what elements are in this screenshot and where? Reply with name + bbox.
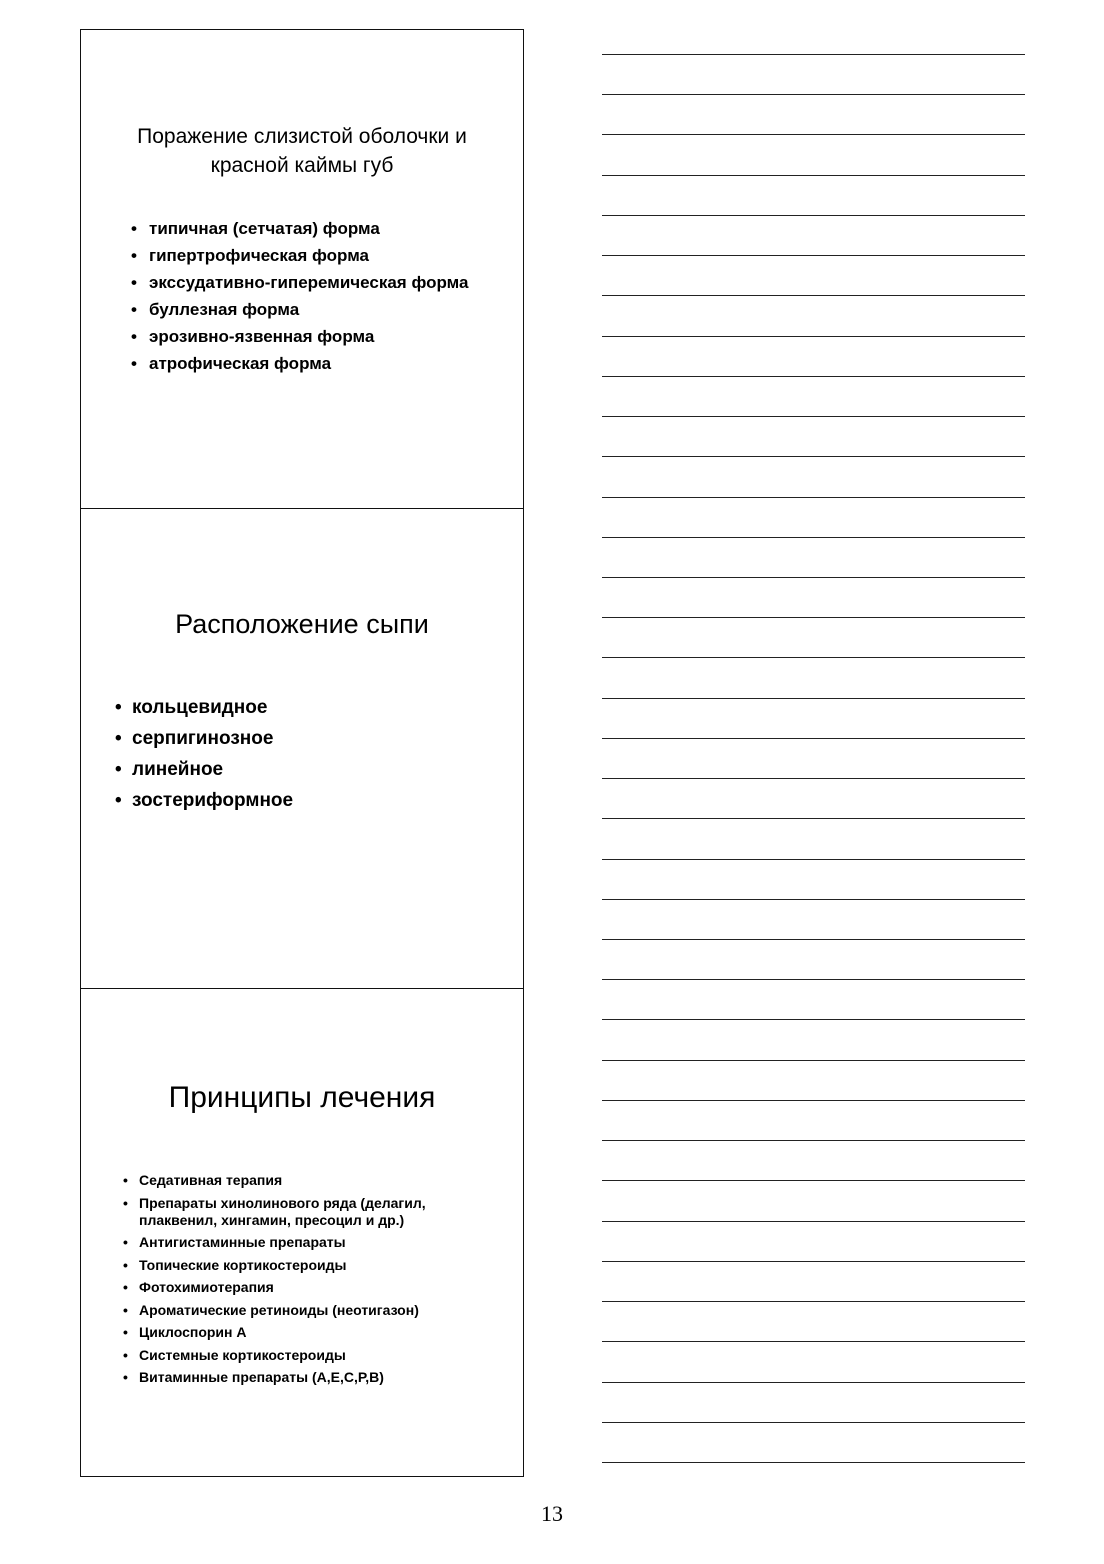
note-line (602, 1261, 1025, 1262)
note-line (602, 54, 1025, 55)
note-line (602, 295, 1025, 296)
note-line (602, 1382, 1025, 1383)
note-line (602, 1301, 1025, 1302)
note-line (602, 1221, 1025, 1222)
list-item: • кольцевидное (115, 695, 495, 720)
slide-2-list (115, 695, 495, 819)
note-line (602, 94, 1025, 95)
list-item: • Препараты хинолинового ряда (делагил, плаквенил, хингамин, пресоцил и др.) (123, 1195, 503, 1229)
slide-1-title: Поражение слизистой оболочки и красной каймы губ (137, 125, 467, 177)
list-item: • Антигистаминные препараты (123, 1234, 503, 1251)
list-item: • гипертрофическая форма (131, 245, 471, 267)
list-item: • Топические кортикостероиды (123, 1257, 503, 1274)
list-item: • Фотохимиотерапия (123, 1279, 503, 1296)
note-line (602, 818, 1025, 819)
note-line (602, 657, 1025, 658)
note-line (602, 1140, 1025, 1141)
note-line (602, 255, 1025, 256)
note-line (602, 979, 1025, 980)
note-line (602, 1341, 1025, 1342)
note-line (602, 175, 1025, 176)
note-line (602, 939, 1025, 940)
list-item: • Седативная терапия (123, 1172, 503, 1189)
slide-1 (81, 30, 523, 509)
note-line (602, 1462, 1025, 1463)
list-item: • зостериформное (115, 788, 495, 813)
list-item: • Циклоспорин А (123, 1324, 503, 1341)
note-line (602, 416, 1025, 417)
slide-3-list (123, 1172, 503, 1392)
note-line (602, 456, 1025, 457)
note-line (602, 1422, 1025, 1423)
note-line (602, 497, 1025, 498)
slide-2 (81, 509, 523, 989)
slide-2-title: Расположение сыпи (175, 609, 429, 639)
note-line (602, 617, 1025, 618)
note-line (602, 537, 1025, 538)
list-item: • Витаминные препараты (А,Е,С,Р,В) (123, 1369, 503, 1386)
notes-area (602, 0, 1025, 1564)
list-item: • эрозивно-язвенная форма (131, 326, 471, 348)
note-line (602, 1060, 1025, 1061)
note-line (602, 1180, 1025, 1181)
note-line (602, 577, 1025, 578)
page-number: 13 (541, 1501, 563, 1526)
list-item: • линейное (115, 757, 495, 782)
note-line (602, 376, 1025, 377)
note-line (602, 336, 1025, 337)
slide-3 (81, 989, 523, 1476)
slide-3-title: Принципы лечения (168, 1081, 436, 1114)
list-item: • Системные кортикостероиды (123, 1347, 503, 1364)
note-line (602, 215, 1025, 216)
note-line (602, 738, 1025, 739)
note-line (602, 859, 1025, 860)
list-item: • типичная (сетчатая) форма (131, 218, 471, 240)
slide-1-list (131, 218, 471, 380)
list-item: • серпигинозное (115, 726, 495, 751)
note-line (602, 1019, 1025, 1020)
note-line (602, 698, 1025, 699)
note-line (602, 134, 1025, 135)
note-line (602, 899, 1025, 900)
list-item: • атрофическая форма (131, 353, 471, 375)
note-line (602, 778, 1025, 779)
list-item: • Ароматические ретиноиды (неотигазон) (123, 1302, 503, 1319)
list-item: • экссудативно-гиперемическая форма (131, 272, 471, 294)
slide-handout (80, 29, 524, 1477)
list-item: • буллезная форма (131, 299, 471, 321)
note-line (602, 1100, 1025, 1101)
